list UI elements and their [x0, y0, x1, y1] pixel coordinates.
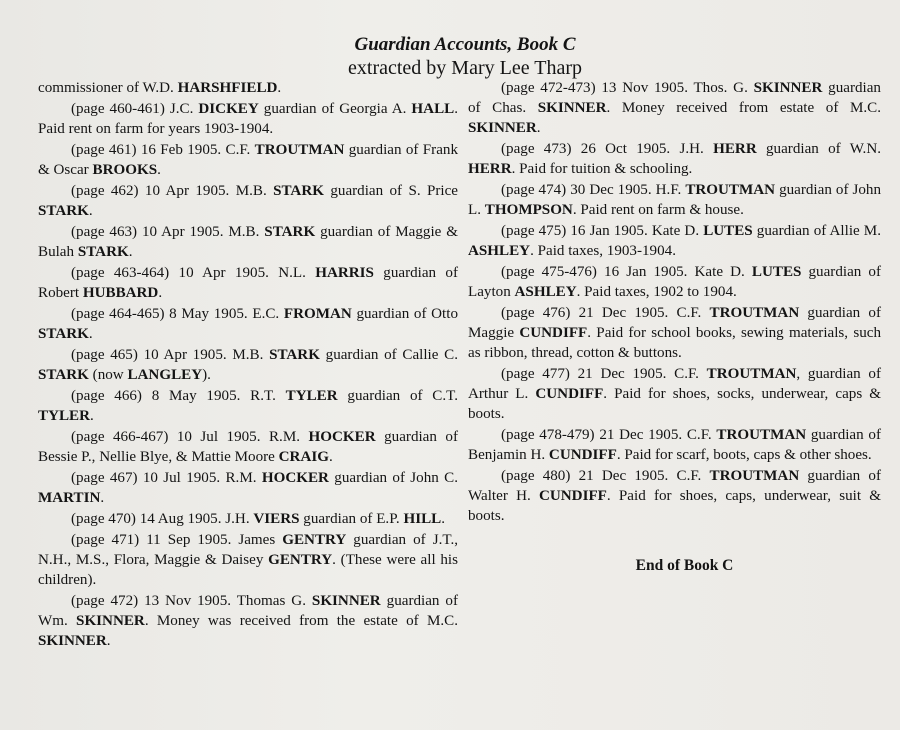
- record-entry: [468, 180, 881, 220]
- entry-text: (page 467) 10 Jul 1905. R.M.: [71, 470, 262, 486]
- surname: CRAIG: [278, 449, 329, 465]
- entry-text: guardian of Georgia A.: [258, 101, 412, 117]
- entry-text: (page 472-473) 13 Nov 1905. Thos. G.: [501, 80, 754, 96]
- record-entry: [38, 591, 458, 651]
- entry-text: . Paid for scarf, boots, caps & other shoes.: [616, 447, 872, 463]
- surname: STARK: [264, 224, 316, 240]
- surname: DICKEY: [198, 101, 259, 117]
- surname: CUNDIFF: [535, 386, 604, 402]
- entry-text: .: [158, 285, 163, 301]
- entry-text: (page 480) 21 Dec 1905. C.F.: [501, 468, 710, 484]
- entry-text: (page 474) 30 Dec 1905. H.F.: [501, 182, 686, 198]
- entry-text: .: [90, 408, 94, 424]
- entry-text: guardian of Chas.: [468, 80, 881, 116]
- surname: TYLER: [38, 408, 91, 424]
- surname: TYLER: [285, 388, 338, 404]
- surname: STARK: [38, 203, 89, 219]
- entry-text: guardian of J.T., N.H., M.S., Flora, Maggie & Daisey: [38, 532, 458, 568]
- entry-text: (page 475-476) 16 Jan 1905. Kate D.: [501, 264, 752, 280]
- entry-text: guardian of Walter H.: [468, 468, 881, 504]
- entry-text: (page 460-461) J.C.: [71, 101, 199, 117]
- surname: GENTRY: [268, 552, 333, 568]
- surname: STARK: [269, 347, 320, 363]
- entry-text: (page 463) 10 Apr 1905. M.B.: [71, 224, 265, 240]
- right-entries: [468, 78, 881, 526]
- entry-text: guardian of Allie M.: [752, 223, 882, 239]
- record-entry: [38, 304, 458, 344]
- entry-text: .: [328, 449, 333, 465]
- entry-text: guardian of Layton: [468, 264, 881, 300]
- entry-text: guardian of John C.: [328, 470, 458, 486]
- surname: CUNDIFF: [519, 325, 588, 341]
- surname: FROMAN: [283, 306, 352, 322]
- surname: HUBBARD: [82, 285, 159, 301]
- entry-text: guardian of Otto: [351, 306, 458, 322]
- record-entry: [468, 303, 881, 363]
- surname: TROUTMAN: [706, 366, 797, 382]
- surname: ASHLEY: [514, 284, 577, 300]
- entry-text: . Paid for school books, sewing materials, such as ribbon, thread, cotton & buttons.: [468, 325, 881, 361]
- entry-text: .: [128, 244, 133, 260]
- record-entry: [468, 78, 881, 138]
- entry-text: .: [277, 80, 282, 96]
- entry-text: guardian of Bessie P., Nellie Blye, & Mattie Moore: [38, 429, 458, 465]
- entry-text: guardian of S. Price: [323, 183, 458, 199]
- surname: SKINNER: [753, 80, 823, 96]
- entry-text: . Paid rent on farm for years 1903-1904.: [38, 101, 458, 137]
- entry-text: (page 475) 16 Jan 1905. Kate D.: [501, 223, 704, 239]
- entry-text: .: [536, 120, 541, 136]
- entry-text: .: [100, 490, 105, 506]
- entry-text: guardian of Maggie: [468, 305, 881, 341]
- entry-text: (page 462) 10 Apr 1905. M.B.: [71, 183, 274, 199]
- record-entry: [468, 466, 881, 526]
- surname: THOMPSON: [484, 202, 573, 218]
- surname: TROUTMAN: [716, 427, 807, 443]
- surname: TROUTMAN: [254, 142, 345, 158]
- entry-text: ).: [202, 367, 211, 383]
- record-entry: [38, 140, 458, 180]
- end-of-book-label: End of Book C: [635, 557, 734, 574]
- entry-text: (page 465) 10 Apr 1905. M.B.: [71, 347, 270, 363]
- entry-text: (page 471) 11 Sep 1905. James: [71, 532, 283, 548]
- entry-text: guardian of W.N.: [756, 141, 882, 157]
- surname: ASHLEY: [468, 243, 531, 259]
- entry-text: (page 466) 8 May 1905. R.T.: [71, 388, 286, 404]
- surname: HARRIS: [315, 265, 374, 281]
- record-entry: [468, 139, 881, 179]
- record-entry: [38, 99, 458, 139]
- surname: CUNDIFF: [548, 447, 617, 463]
- entry-text: .: [157, 162, 161, 178]
- surname: STARK: [38, 326, 89, 342]
- entry-text: .: [88, 203, 93, 219]
- entry-text: guardian of Benjamin H.: [468, 427, 881, 463]
- entry-text: .: [88, 326, 93, 342]
- surname: GENTRY: [282, 532, 347, 548]
- entry-text: .: [106, 633, 111, 649]
- surname: BROOKS: [92, 162, 158, 178]
- entry-text: commissioner of W.D.: [38, 80, 178, 96]
- record-entry: [38, 468, 458, 508]
- surname: MARTIN: [38, 490, 101, 506]
- surname: HERR: [468, 161, 512, 177]
- entry-text: guardian of E.P.: [299, 511, 404, 527]
- entry-text: guardian of Robert: [38, 265, 458, 301]
- entry-text: . Paid for shoes, socks, underwear, caps & boots.: [468, 386, 882, 422]
- surname: STARK: [77, 244, 129, 260]
- surname: VIERS: [253, 511, 300, 527]
- entry-text: guardian of Frank & Oscar: [38, 142, 458, 178]
- surname: LANGLEY: [127, 367, 203, 383]
- entry-text: (page 477) 21 Dec 1905. C.F.: [501, 366, 707, 382]
- surname: HILL: [403, 511, 442, 527]
- surname: STARK: [273, 183, 324, 199]
- surname: HERR: [713, 141, 757, 157]
- surname: LUTES: [703, 223, 753, 239]
- entry-text: . Paid taxes, 1902 to 1904.: [576, 284, 737, 300]
- entry-text: guardian of Wm.: [38, 593, 458, 629]
- surname: HOCKER: [308, 429, 376, 445]
- surname: STARK: [38, 367, 89, 383]
- surname: LUTES: [751, 264, 802, 280]
- entry-text: . Paid rent on farm & house.: [572, 202, 744, 218]
- entry-text: (page 463-464) 10 Apr 1905. N.L.: [71, 265, 316, 281]
- entry-text: , guardian of Arthur L.: [468, 366, 882, 402]
- entry-text: . (These were all his children).: [38, 552, 458, 588]
- entry-text: (page 478-479) 21 Dec 1905. C.F.: [501, 427, 717, 443]
- entry-text: guardian of John L.: [468, 182, 882, 218]
- record-entry: [38, 78, 458, 98]
- record-entry: [38, 530, 458, 590]
- record-entry: [468, 262, 881, 302]
- entry-text: guardian of Callie C.: [319, 347, 458, 363]
- entry-text: (page 466-467) 10 Jul 1905. R.M.: [71, 429, 309, 445]
- entry-text: (page 473) 26 Oct 1905. J.H.: [501, 141, 714, 157]
- right-column: [468, 78, 881, 575]
- surname: TROUTMAN: [709, 305, 800, 321]
- entry-text: . Paid for shoes, caps, underwear, suit & boots.: [468, 488, 882, 524]
- document-subtitle: extracted by Mary Lee Tharp: [348, 57, 582, 79]
- surname: SKINNER: [76, 613, 145, 629]
- record-entry: [38, 427, 458, 467]
- surname: TROUTMAN: [709, 468, 800, 484]
- record-entry: [38, 509, 458, 529]
- entry-text: . Paid taxes, 1903-1904.: [530, 243, 676, 259]
- record-entry: [38, 181, 458, 221]
- surname: HARSHFIELD: [177, 80, 278, 96]
- surname: HALL: [411, 101, 455, 117]
- surname: SKINNER: [468, 120, 537, 136]
- entry-text: . Money was received from the estate of M.C.: [144, 613, 458, 629]
- entry-text: (page 476) 21 Dec 1905. C.F.: [501, 305, 710, 321]
- surname: HOCKER: [261, 470, 329, 486]
- entry-text: (page 470) 14 Aug 1905. J.H.: [71, 511, 254, 527]
- surname: SKINNER: [38, 633, 107, 649]
- surname: CUNDIFF: [538, 488, 607, 504]
- document-title: Guardian Accounts, Book C: [354, 34, 576, 55]
- record-entry: [38, 345, 458, 385]
- entry-text: .: [441, 511, 446, 527]
- entry-text: (page 472) 13 Nov 1905. Thomas G.: [71, 593, 312, 609]
- entry-text: guardian of C.T.: [337, 388, 459, 404]
- entry-text: . Paid for tuition & schooling.: [511, 161, 693, 177]
- record-entry: [38, 263, 458, 303]
- entry-text: (page 461) 16 Feb 1905. C.F.: [71, 142, 255, 158]
- left-column: [38, 78, 458, 652]
- entry-text: . Money received from estate of M.C.: [606, 100, 881, 116]
- record-entry: [38, 222, 458, 262]
- entry-text: (now: [88, 367, 128, 383]
- surname: SKINNER: [311, 593, 381, 609]
- record-entry: [468, 425, 881, 465]
- entry-text: (page 464-465) 8 May 1905. E.C.: [71, 306, 284, 322]
- surname: TROUTMAN: [685, 182, 776, 198]
- entry-text: guardian of Maggie & Bulah: [38, 224, 458, 260]
- record-entry: [468, 221, 881, 261]
- record-entry: [468, 364, 881, 424]
- surname: SKINNER: [537, 100, 607, 116]
- record-entry: [38, 386, 458, 426]
